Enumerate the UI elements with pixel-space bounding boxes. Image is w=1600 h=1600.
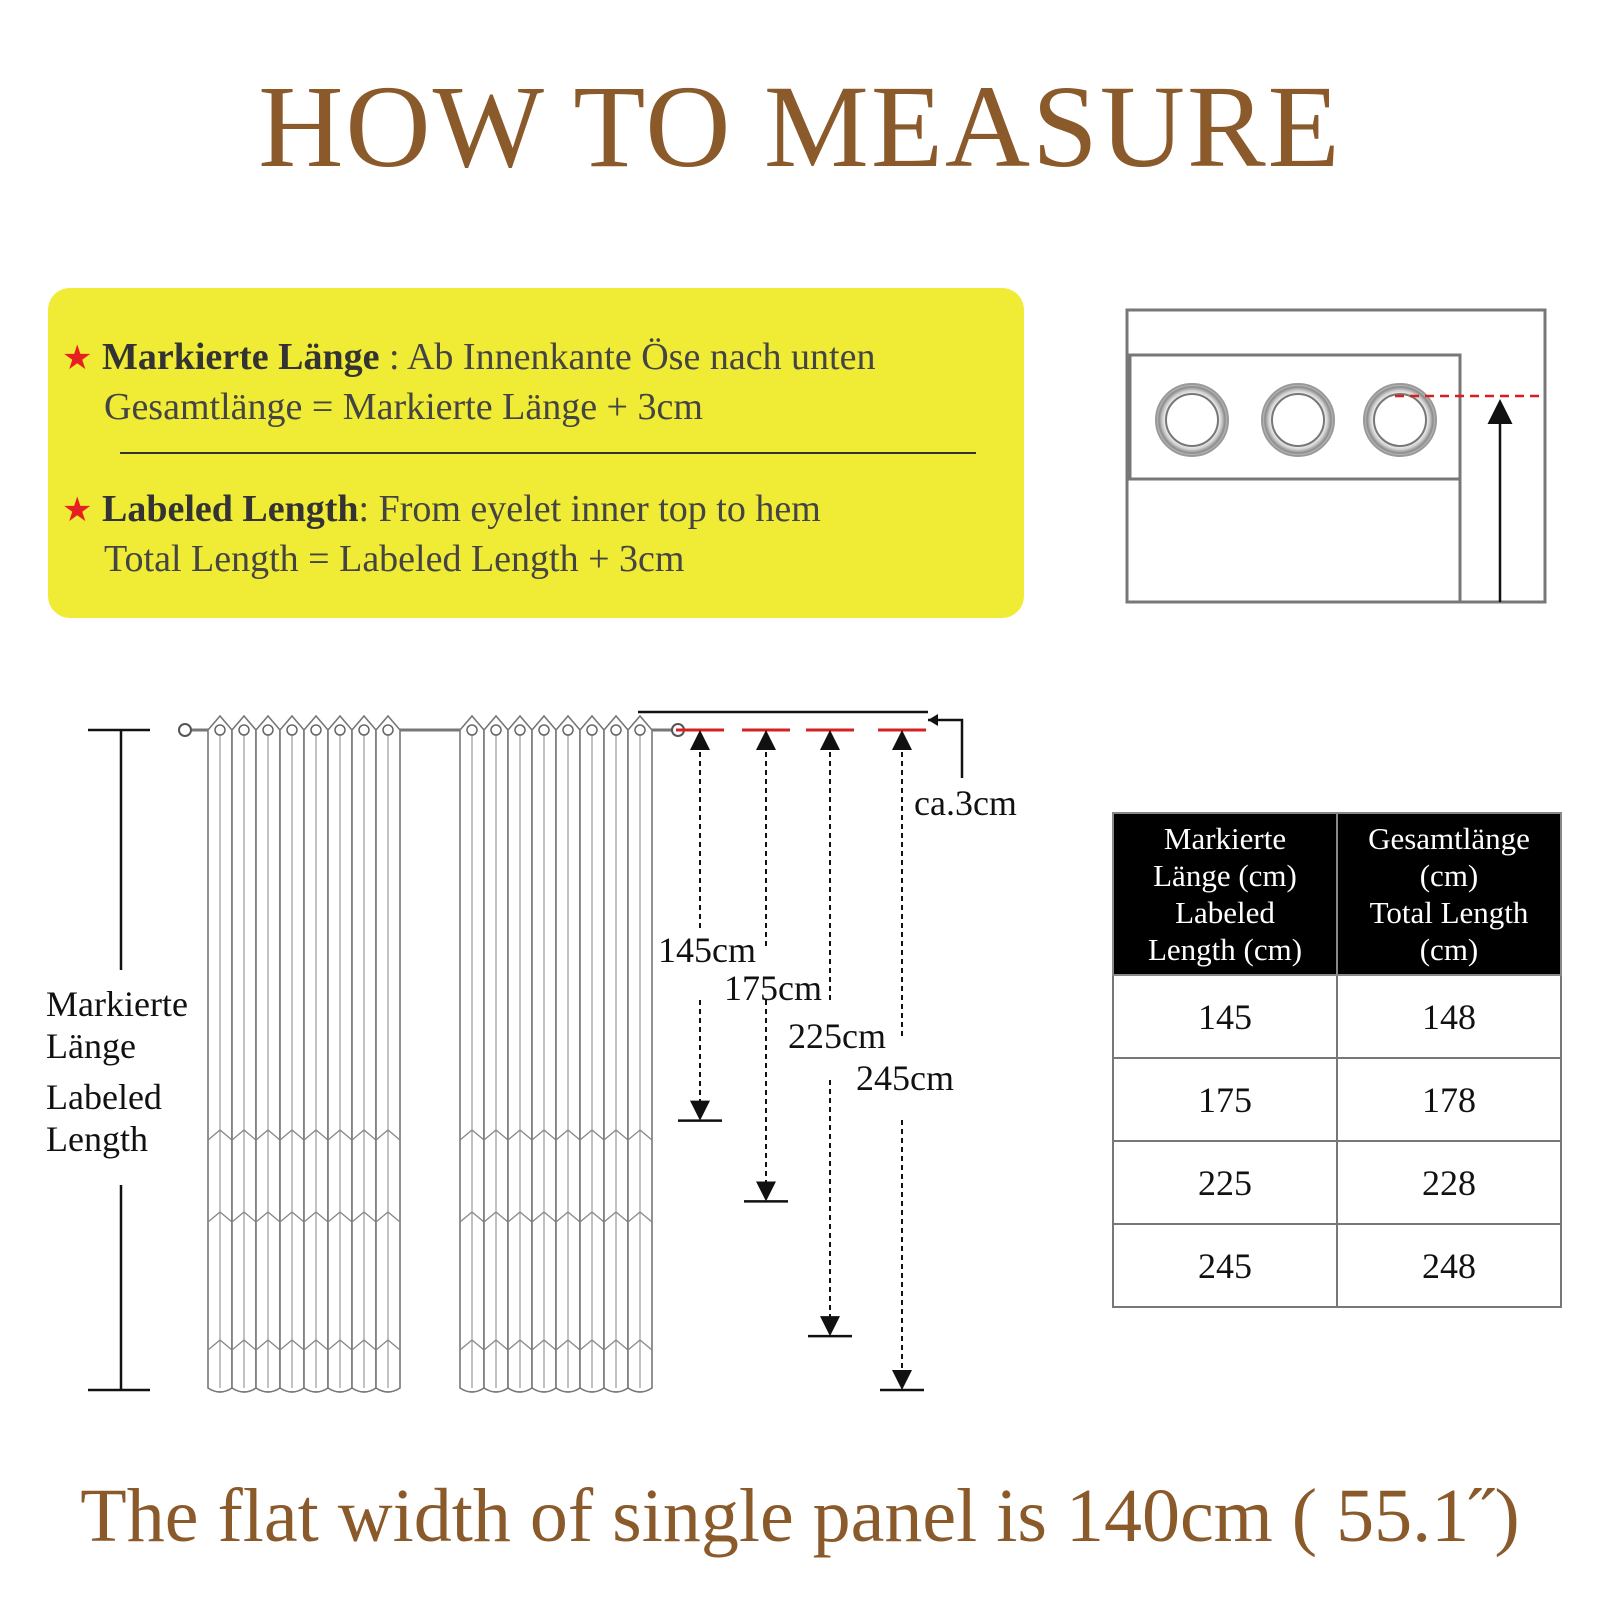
eyelet-icon (563, 725, 573, 735)
eyelet-icon (311, 725, 321, 735)
note-english-desc: : From eyelet inner top to hem (358, 488, 821, 530)
page-title: HOW TO MEASURE (258, 61, 1342, 192)
header-text: (cm) (1419, 932, 1479, 967)
size-table (1112, 812, 1562, 1308)
eyelet-icon (491, 725, 501, 735)
note-german-term: Markierte Länge (101, 336, 380, 378)
table-cell: 145 (1113, 975, 1337, 1058)
side-label-de-line2: Länge (46, 1026, 136, 1066)
header-text: Gesamtlänge (1368, 821, 1530, 856)
header-labeled-length (1113, 813, 1337, 975)
eyelet-icon (287, 725, 297, 735)
length-label-245: 245cm (856, 1058, 954, 1098)
gap-label: ca.3cm (914, 783, 1017, 823)
length-label-175: 175cm (724, 968, 822, 1008)
table-cell: 245 (1113, 1224, 1337, 1307)
eyelet-icon (263, 725, 273, 735)
curtain-panel (460, 716, 652, 1392)
table-row (1113, 975, 1561, 1058)
eyelet-ring-icon (1156, 384, 1228, 456)
note-english-term: Labeled Length (101, 488, 359, 530)
eyelet-ring-icon (1262, 384, 1334, 456)
eyelet-icon (239, 725, 249, 735)
header-total-length (1337, 813, 1561, 975)
table-cell: 228 (1337, 1141, 1561, 1224)
note-german-desc: : Ab Innenkante Öse nach unten (379, 336, 876, 378)
table-cell: 175 (1113, 1058, 1337, 1141)
eyelet-icon (467, 725, 477, 735)
table-cell: 148 (1337, 975, 1561, 1058)
length-label-145: 145cm (658, 930, 756, 970)
header-text: Labeled (1175, 895, 1275, 930)
length-label-225: 225cm (788, 1016, 886, 1056)
curtain-panels (208, 716, 652, 1392)
eyelet-icon (215, 725, 225, 735)
star-icon: ★ (62, 340, 93, 377)
header-text: Length (cm) (1147, 932, 1303, 967)
eyelet-icon (335, 725, 345, 735)
eyelet-icon (635, 725, 645, 735)
curtain-panel (208, 716, 400, 1392)
eyelet-icon (515, 725, 525, 735)
length-measure-145 (676, 730, 724, 1121)
table-cell: 178 (1337, 1058, 1561, 1141)
table-row (1113, 1141, 1561, 1224)
header-text: Total Length (1369, 895, 1529, 930)
table-cell: 248 (1337, 1224, 1561, 1307)
eyelet-icon (383, 725, 393, 735)
side-label-german (46, 983, 188, 1067)
header-text: Länge (cm) (1153, 858, 1297, 893)
footer-panel-width: The flat width of single panel is 140cm ( 55.1˝) (80, 1474, 1520, 1558)
side-label-en-line1: Labeled (46, 1077, 162, 1117)
table-cell: 225 (1113, 1141, 1337, 1224)
side-label-de-line1: Markierte (46, 984, 188, 1024)
table-row (1113, 1224, 1561, 1307)
eyelet-icon (611, 725, 621, 735)
table-row (1113, 1058, 1561, 1141)
side-label-english (46, 1076, 162, 1160)
note-german-formula: Gesamtlänge = Markierte Länge + 3cm (104, 386, 703, 428)
header-text: (cm) (1419, 858, 1479, 893)
eyelet-icon (539, 725, 549, 735)
header-text: Markierte (1163, 821, 1287, 856)
gap-marker (638, 712, 962, 778)
eyelet-detail (1127, 310, 1545, 602)
eyelet-icon (587, 725, 597, 735)
eyelet-icon (359, 725, 369, 735)
table-header-row (1113, 813, 1561, 975)
side-label-en-line2: Length (46, 1119, 148, 1159)
star-icon: ★ (62, 492, 93, 529)
note-english-formula: Total Length = Labeled Length + 3cm (104, 538, 685, 580)
